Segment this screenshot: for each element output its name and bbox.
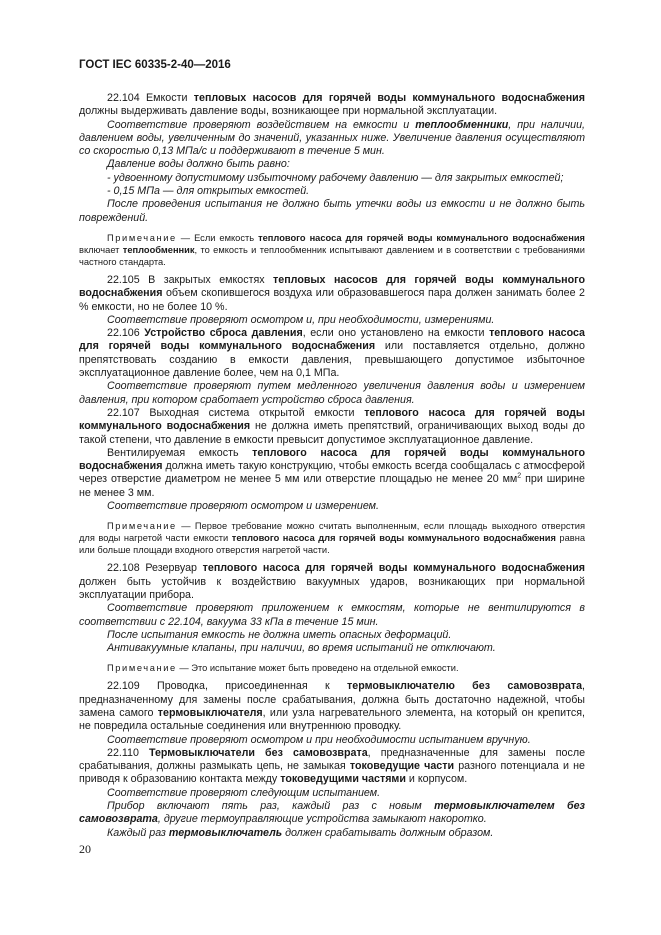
paragraph-22-110: 22.110 Термовыключатели без самовозврата, предназначенные для замены после срабатывания, должны размыкать цепь, не замыкая токоведущие части разного потенциала и не приводя к образованию контакта между токоведущими частями и корпусом.: [79, 746, 586, 786]
note-label: Примечание: [107, 232, 177, 243]
paragraph-22-109: 22.109 Проводка, присоединенная к термовыключателю без самовозврата, предназначенному для замены после срабатывания, должна быть достаточно надежной, чтобы замена самого термовыключателя, или узла нагревательного элемента, на который он крепится, не повредила остальные соединения или внутреннюю проводку.: [79, 680, 586, 733]
paragraph-22-104: 22.104 Емкости тепловых насосов для горячей воды коммунального водоснабжения должны выдерживать давление воды, возникающее при нормальной эксплуатации.: [79, 92, 585, 118]
page-number: 20: [79, 842, 91, 856]
compliance-22-107: Соответствие проверяют осмотром и измерением.: [107, 500, 379, 513]
test-result-22-110: Каждый раз термовыключатель должен срабатывать должным образом.: [107, 826, 494, 839]
compliance-22-108: Соответствие проверяют приложением к емкостям, которые не вентилируются в соответствии с 22.104, вакуума 33 кПа в течение 15 мин.: [79, 602, 585, 628]
document-body: [79, 92, 585, 840]
pressure-item-closed: - удвоенному допустимому избыточному рабочему давлению — для закрытых емкостей;: [107, 171, 564, 184]
paragraph-22-105: 22.105 В закрытых емкостях тепловых насосов для горячей воды коммунального водоснабжения объем скопившегося воздуха или образовавшегося пара должен занимать более 2 % емкости, но не более 10 %.: [79, 273, 585, 313]
valves-22-108: Антивакуумные клапаны, при наличии, во время испытаний не отключают.: [107, 642, 496, 655]
note-label: Примечание: [107, 663, 177, 674]
paragraph-22-107: 22.107 Выходная система открытой емкости теплового насоса для горячей воды коммунального водоснабжения не должна иметь препятствий, ограничивающих выход воды до такой степени, что давление в емкости превысит допустимое эксплуатационное давление.: [79, 406, 585, 446]
test-result-22-104: После проведения испытания не должно быть утечки воды из емкости и не должно быть повреждений.: [79, 198, 585, 224]
pressure-intro: Давление воды должно быть равно:: [107, 158, 290, 171]
test-result-22-108: После испытания емкость не должна иметь опасных деформаций.: [107, 628, 452, 641]
compliance-22-110: Соответствие проверяют следующим испытанием.: [107, 786, 381, 799]
paragraph-22-107-vented: Вентилируемая емкость теплового насоса для горячей воды коммунального водоснабжения должна иметь такую конструкцию, чтобы емкость всегда сообщалась с атмосферой через отверстие диаметром не менее 5 мм или отверстие площадью не менее 20 $мм^2$ при ширине не менее 3 мм.: [79, 446, 585, 499]
paragraph-22-106: 22.106 Устройство сброса давления, если оно установлено на емкости теплового насоса для горячей воды коммунального водоснабжения или поставляется отдельно, должно препятствовать созданию в емкости давления, превышающего допустимое избыточное эксплуатационное давление более, чем на 0,1 МПа.: [79, 327, 585, 380]
note-22-104: Примечание — Если емкость теплового насоса для горячей воды коммунального водоснабжения включает теплообменник, то емкость и теплообменник испытывают давлением и в соответствии с требованиями частного стандарта.: [79, 232, 585, 267]
note-label: Примечание: [107, 521, 177, 532]
document-header: ГОСТ IEC 60335-2-40—2016: [79, 59, 231, 71]
paragraph-22-108: 22.108 Резервуар теплового насоса для горячей воды коммунального водоснабжения должен быть устойчив к воздействию вакуумных ударов, возникающих при нормальной эксплуатации прибора.: [79, 562, 585, 601]
note-22-108: Примечание — Это испытание может быть проведено на отдельной емкости.: [107, 663, 459, 674]
compliance-22-104: Соответствие проверяют воздействием на емкости и теплообменники, при наличии, давлением воды, увеличенным до значений, указанных ниже. Увеличение давления осуществляют со скоростью 0,13 МПа/с и поддерживают в течение 5 мин.: [79, 118, 585, 158]
note-22-107: Примечание — Первое требование можно считать выполненным, если площадь выходного отверстия для воды нагретой части емкости теплового насоса для горячей воды коммунального водоснабжения равна или больше площади входного отверстия нагретой части.: [79, 521, 585, 556]
test-procedure-22-110: Прибор включают пять раз, каждый раз с новым термовыключателем без самовозврата, другие термоуправляющие устройства замыкают накоротко.: [79, 800, 585, 826]
pressure-item-open: - 0,15 МПа — для открытых емкостей.: [107, 185, 310, 198]
compliance-22-109: Соответствие проверяют осмотром и при необходимости испытанием вручную.: [107, 733, 531, 746]
compliance-22-105: Соответствие проверяют осмотром и, при необходимости, измерениями.: [107, 313, 495, 326]
compliance-22-106: Соответствие проверяют путем медленного увеличения давления воды и измерением давления, при котором сработает устройство сброса давления.: [79, 380, 585, 406]
